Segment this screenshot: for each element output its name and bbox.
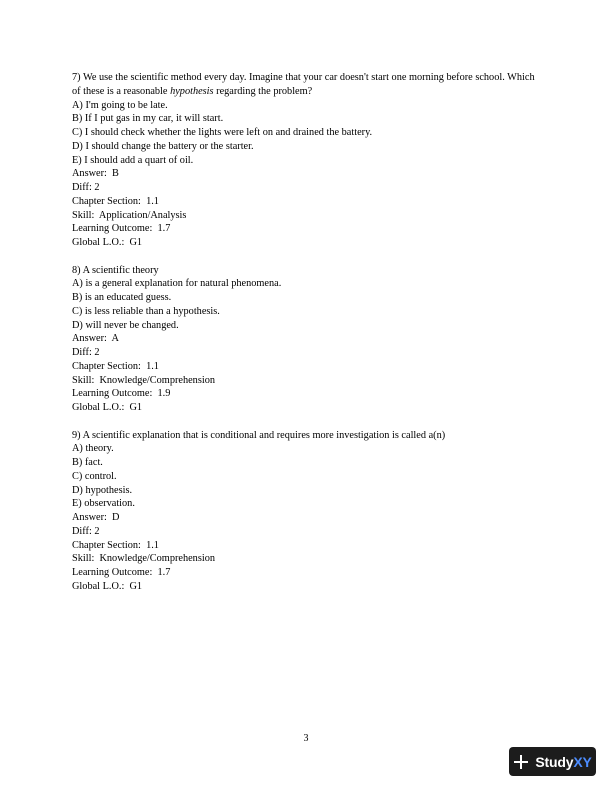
question-7-stem-end: regarding the problem? <box>213 85 313 97</box>
question-9-option-b: B) fact. <box>72 457 103 468</box>
question-8-option-d: D) will never be changed. <box>72 319 179 331</box>
question-7-difficulty: Diff: 2 <box>72 182 100 193</box>
question-8-option-b: B) is an educated guess. <box>72 292 172 303</box>
question-8-option-a: A) is a general explanation for natural phenomena. <box>72 278 282 290</box>
question-7-answer: Answer: B <box>72 168 119 180</box>
question-7-skill: Skill: Application/Analysis <box>72 209 187 221</box>
question-9-learning-outcome: Learning Outcome: 1.7 <box>72 567 171 578</box>
question-7-stem <box>72 71 542 99</box>
question-7-stem-text: 7) We use the scientific method every day. Imagine that your car doesn't start one morning before school. Which of these is a reasonable <box>72 72 535 97</box>
brand-text-part1: Study <box>535 753 574 770</box>
question-9-option-a: A) theory. <box>72 443 114 455</box>
question-7-chapter-section: Chapter Section: 1.1 <box>72 195 159 207</box>
question-9-option-e: E) observation. <box>72 498 135 510</box>
question-9-option-d: D) hypothesis. <box>72 484 133 496</box>
studyxy-badge[interactable] <box>509 747 596 776</box>
question-7-option-d: D) I should change the battery or the starter. <box>72 140 254 152</box>
question-8-learning-outcome: Learning Outcome: 1.9 <box>72 388 171 400</box>
question-8-global-lo: Global L.O.: G1 <box>72 402 143 413</box>
question-9-global-lo: Global L.O.: G1 <box>72 580 143 592</box>
question-9-answer: Answer: D <box>72 512 120 523</box>
question-7 <box>72 71 542 250</box>
question-8-option-c: C) is less reliable than a hypothesis. <box>72 305 220 317</box>
question-9-skill: Skill: Knowledge/Comprehension <box>72 553 215 565</box>
question-8-stem: 8) A scientific theory <box>72 264 159 276</box>
question-9-stem: 9) A scientific explanation that is conditional and requires more investigation is called a(n) <box>72 429 446 441</box>
question-7-learning-outcome: Learning Outcome: 1.7 <box>72 223 171 235</box>
brand-text-part2: XY <box>573 753 592 770</box>
question-7-option-a: A) I'm going to be late. <box>72 99 168 111</box>
question-8-difficulty: Diff: 2 <box>72 347 100 358</box>
question-7-global-lo: Global L.O.: G1 <box>72 237 143 248</box>
plus-icon <box>513 754 529 770</box>
question-list <box>72 71 542 607</box>
question-8-chapter-section: Chapter Section: 1.1 <box>72 360 159 372</box>
brand-wordmark <box>535 754 591 770</box>
question-7-stem-emphasis: hypothesis <box>170 85 214 97</box>
question-9-difficulty: Diff: 2 <box>72 525 100 537</box>
question-9 <box>72 429 542 594</box>
question-7-option-e: E) I should add a quart of oil. <box>72 154 194 166</box>
question-8-answer: Answer: A <box>72 333 119 345</box>
question-8-skill: Skill: Knowledge/Comprehension <box>72 374 215 386</box>
question-9-chapter-section: Chapter Section: 1.1 <box>72 539 159 551</box>
question-9-option-c: C) control. <box>72 470 117 482</box>
question-7-option-c: C) I should check whether the lights were left on and drained the battery. <box>72 127 373 138</box>
question-8 <box>72 264 542 415</box>
question-7-option-b: B) If I put gas in my car, it will start. <box>72 113 224 125</box>
page-number: 3 <box>303 733 309 744</box>
